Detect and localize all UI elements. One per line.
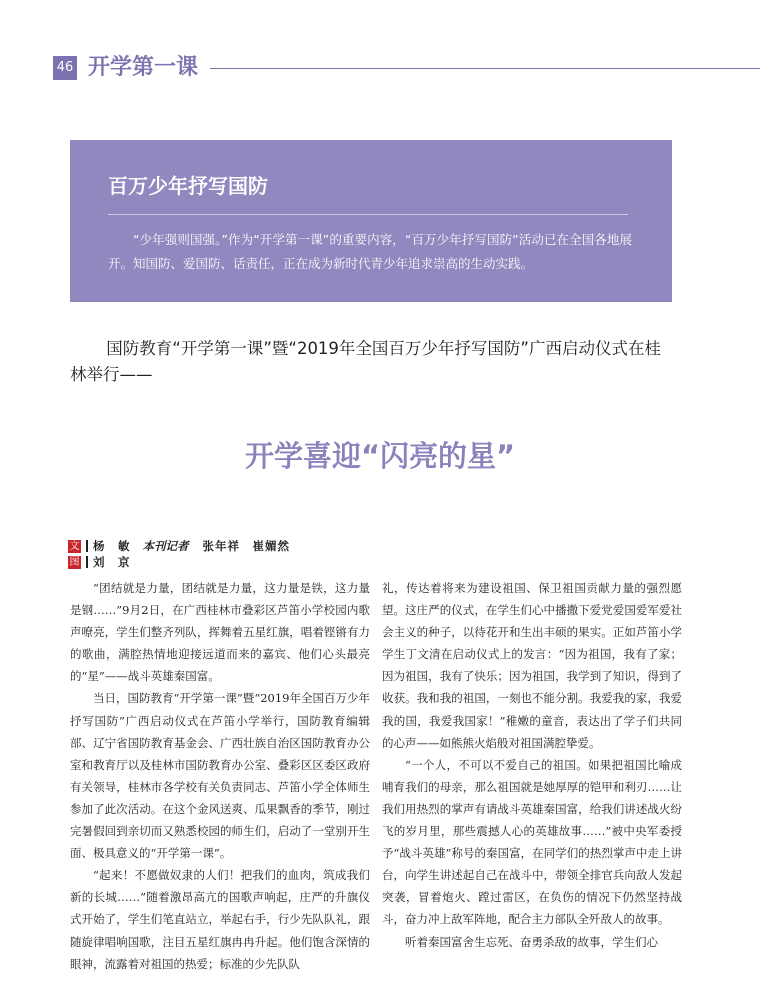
photographer-name: 刘 京: [93, 555, 131, 569]
body-column-left: [70, 577, 370, 975]
divider-bar: [86, 556, 88, 568]
reporter-names: 张年祥 崔媚然: [202, 539, 290, 553]
byline: [68, 538, 290, 570]
intro-box-text: “少年强则国强。”作为“开学第一课”的重要内容，“百万少年抒写国防”活动已在全国各地展开。知国防、爱国防、话责任，正在成为新时代青少年追求崇高的生动实践。: [108, 232, 632, 271]
article-title: 开学喜迎“闪亮的星”: [244, 439, 516, 473]
paragraph: “起来！不愿做奴隶的人们！把我们的血肉，筑成我们新的长城……”随着激昂高亢的国歌声响起，庄严的升旗仪式开始了，学生们笔直站立，举起右手，行少先队队礼，跟随旋律唱响国歌，注目五星红旗冉冉升起。他们饱含深情的眼神，流露着对祖国的热爱；标准的少先队队: [70, 868, 370, 971]
intro-box: [70, 140, 672, 302]
photo-credit-tag: 图: [69, 556, 80, 568]
writer-name: 杨 敏: [93, 539, 131, 553]
page-header: [0, 52, 760, 84]
text-credit-tag: 文: [69, 540, 80, 552]
byline-text-row: [68, 538, 290, 554]
paragraph: 礼，传达着将来为建设祖国、保卫祖国贡献力量的强烈愿望。这庄严的仪式，在学生们心中播撒下爱党爱国爱军爱社会主义的种子，以待花开和生出丰硕的果实。正如芦笛小学学生丁文清在启动仪式上的发言：“因为祖国，我有了家；因为祖国，我有了快乐；因为祖国，我学到了知识，得到了收获。我和我的祖国，一刻也不能分割。我爱我的家，我爱我的国，我爱我国家！”稚嫩的童音，表达出了学子们共同的心声——如熊熊火焰般对祖国满腔挚爱。: [382, 581, 682, 750]
paragraph: 当日，国防教育“开学第一课”暨“2019年全国百万少年抒写国防”广西启动仪式在芦笛小学举行，国防教育编辑部、辽宁省国防教育基金会、广西壮族自治区国防教育办公室和教育厅以及桂林市国防教育办公室、叠彩区区委区政府有关领导，桂林市各学校有关负责同志、芦笛小学全体师生参加了此次活动。在这个金风送爽、瓜果飘香的季节，刚过完暑假回到亲切而又熟悉校园的师生们，启动了一堂别开生面、极具意义的“开学第一课”。: [70, 691, 370, 861]
header-divider: [210, 68, 760, 69]
intro-box-title: 百万少年抒写国防: [108, 174, 268, 198]
body-column-right: [382, 577, 682, 953]
section-title: 开学第一课: [88, 55, 199, 80]
paragraph: “一个人，不可以不爱自己的祖国。如果把祖国比喻成哺育我们的母亲，那么祖国就是她厚厚的铠甲和利刃……让我们用热烈的掌声有请战斗英雄秦国富，给我们讲述战火纷飞的岁月里，那些震撼人心的英雄故事……”被中央军委授予“战斗英雄”称号的秦国富，在同学们的热烈掌声中走上讲台，向学生讲述起自己在战斗中，带领全排官兵向敌人发起突袭，冒着炮火、蹚过雷区，在负伤的情况下仍然坚持战斗，奋力冲上敌军阵地，配合主力部队全歼敌人的故事。: [382, 757, 682, 927]
reporter-role: 本刊记者: [142, 539, 189, 553]
intro-box-divider: [108, 214, 628, 215]
page-number: 46: [53, 56, 77, 80]
paragraph: “团结就是力量，团结就是力量，这力量是铁，这力量是钢……”9月2日，在广西桂林市叠彩区芦笛小学校园内歌声嘹亮，学生们整齐列队，挥舞着五星红旗，唱着铿锵有力的歌曲，满腔热情地迎接远道而来的嘉宾、他们心头最亮的“星”——战斗英雄秦国富。: [70, 581, 370, 684]
article-subtitle: 国防教育“开学第一课”暨“2019年全国百万少年抒写国防”广西启动仪式在桂林举行——: [70, 339, 661, 384]
byline-photo-row: [68, 554, 290, 570]
paragraph: 听着秦国富舍生忘死、奋勇杀敌的故事，学生们心: [405, 934, 658, 949]
divider-bar: [86, 540, 88, 552]
